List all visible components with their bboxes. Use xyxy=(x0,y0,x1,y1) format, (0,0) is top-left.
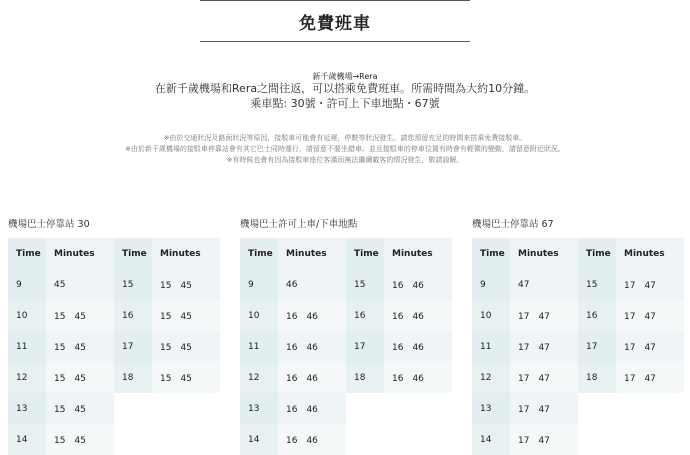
notes xyxy=(0,133,690,166)
cell-time: 11 xyxy=(8,331,46,362)
cell-minutes: 15 45 xyxy=(46,393,114,424)
note-3: ※有時候也會有因為接駁車座位客滿而無法繼續載客的情況發生，敬請諒解。 xyxy=(226,156,464,164)
cell-minutes: 16 46 xyxy=(278,393,346,424)
cell-time: 16 xyxy=(578,300,616,331)
cell-time: 18 xyxy=(346,362,384,393)
cell-time: 17 xyxy=(578,331,616,362)
cell-time: 12 xyxy=(8,362,46,393)
description-line-1: 在新千歲機場和Rera之間往返，可以搭乘免費班車。所需時間為大約10分鐘。 xyxy=(154,82,536,95)
note-2: ※由於新千歲機場的接駁車停靠站會有其它巴士同時運行，請留意不要坐錯車。並且接駁車的停車位置有時會有輕微的變動，請留意附近狀況。 xyxy=(125,145,565,153)
table-row xyxy=(346,362,452,393)
header-minutes: Minutes xyxy=(616,238,684,269)
cell-minutes: 17 47 xyxy=(510,362,578,393)
cell-minutes: 15 45 xyxy=(46,331,114,362)
timetable-caption: 機場巴士停靠站 30 xyxy=(8,219,90,230)
table-row xyxy=(114,362,220,393)
route-label: 新千歲機場→Rera xyxy=(312,72,378,81)
cell-minutes: 17 47 xyxy=(616,300,684,331)
cell-time: 15 xyxy=(114,269,152,300)
cell-minutes: 45 xyxy=(46,269,114,300)
timetable-block xyxy=(8,218,220,455)
table-header-row xyxy=(472,238,578,269)
table-row xyxy=(8,424,114,455)
cell-minutes: 17 47 xyxy=(510,300,578,331)
header-minutes: Minutes xyxy=(510,238,578,269)
table-row xyxy=(240,300,346,331)
cell-time: 14 xyxy=(240,424,278,455)
header-time: Time xyxy=(346,238,384,269)
table-header-row xyxy=(578,238,684,269)
header-time: Time xyxy=(578,238,616,269)
cell-minutes: 17 47 xyxy=(510,424,578,455)
table-row xyxy=(240,269,346,300)
cell-minutes: 17 47 xyxy=(510,331,578,362)
table-row xyxy=(472,424,578,455)
header-minutes: Minutes xyxy=(46,238,114,269)
table-row xyxy=(472,362,578,393)
cell-time: 18 xyxy=(578,362,616,393)
cell-minutes: 16 46 xyxy=(384,362,452,393)
cell-time: 11 xyxy=(472,331,510,362)
cell-time: 10 xyxy=(472,300,510,331)
header-minutes: Minutes xyxy=(152,238,220,269)
table-row xyxy=(8,331,114,362)
header-time: Time xyxy=(472,238,510,269)
cell-minutes: 17 47 xyxy=(510,393,578,424)
table-row xyxy=(114,300,220,331)
cell-minutes: 16 46 xyxy=(384,269,452,300)
table-row xyxy=(240,424,346,455)
table-row xyxy=(240,362,346,393)
table-row xyxy=(8,269,114,300)
cell-time: 13 xyxy=(472,393,510,424)
table-row xyxy=(8,300,114,331)
cell-time: 17 xyxy=(346,331,384,362)
table-row xyxy=(578,269,684,300)
page-title: 免費班車 xyxy=(299,13,371,34)
cell-minutes: 15 45 xyxy=(46,362,114,393)
cell-time: 9 xyxy=(472,269,510,300)
header-time: Time xyxy=(114,238,152,269)
cell-minutes: 47 xyxy=(510,269,578,300)
table-header-row xyxy=(8,238,114,269)
header-minutes: Minutes xyxy=(384,238,452,269)
table-row xyxy=(472,331,578,362)
cell-minutes: 16 46 xyxy=(384,331,452,362)
cell-minutes: 46 xyxy=(278,269,346,300)
cell-minutes: 16 46 xyxy=(278,424,346,455)
cell-time: 18 xyxy=(114,362,152,393)
timetable-grid xyxy=(240,238,452,455)
table-row xyxy=(578,362,684,393)
cell-minutes: 16 46 xyxy=(278,331,346,362)
table-row xyxy=(346,331,452,362)
page-title-frame xyxy=(200,0,470,42)
description-line-2: 乘車點: 30號・許可上下車地點・67號 xyxy=(250,97,440,110)
table-row xyxy=(578,331,684,362)
timetable-block xyxy=(240,218,452,455)
cell-time: 12 xyxy=(472,362,510,393)
timetable-grid xyxy=(8,238,220,455)
cell-time: 12 xyxy=(240,362,278,393)
cell-time: 17 xyxy=(114,331,152,362)
cell-minutes: 16 46 xyxy=(278,362,346,393)
table-header-row xyxy=(114,238,220,269)
table-row xyxy=(472,300,578,331)
cell-minutes: 16 46 xyxy=(278,300,346,331)
cell-minutes: 15 45 xyxy=(152,269,220,300)
cell-time: 16 xyxy=(114,300,152,331)
table-row xyxy=(114,269,220,300)
table-row xyxy=(240,393,346,424)
cell-time: 13 xyxy=(240,393,278,424)
timetable-caption: 機場巴士停靠站 67 xyxy=(472,219,554,230)
header-time: Time xyxy=(8,238,46,269)
cell-minutes: 15 45 xyxy=(152,300,220,331)
cell-minutes: 15 45 xyxy=(152,331,220,362)
cell-time: 15 xyxy=(346,269,384,300)
cell-time: 9 xyxy=(8,269,46,300)
table-row xyxy=(472,393,578,424)
cell-minutes: 16 46 xyxy=(384,300,452,331)
table-row xyxy=(578,300,684,331)
cell-time: 16 xyxy=(346,300,384,331)
table-row xyxy=(472,269,578,300)
table-row xyxy=(346,300,452,331)
cell-time: 9 xyxy=(240,269,278,300)
table-header-row xyxy=(346,238,452,269)
cell-time: 11 xyxy=(240,331,278,362)
table-row xyxy=(114,331,220,362)
header-time: Time xyxy=(240,238,278,269)
cell-minutes: 17 47 xyxy=(616,362,684,393)
cell-minutes: 17 47 xyxy=(616,269,684,300)
description xyxy=(0,81,690,111)
cell-minutes: 15 45 xyxy=(46,424,114,455)
table-row xyxy=(8,393,114,424)
table-row xyxy=(346,269,452,300)
cell-minutes: 15 45 xyxy=(152,362,220,393)
note-1: ※由於交通狀況及路面狀況等原因，接駁車可能會有延遲，停駛等狀況發生。請您預留充足的時間來搭乘免費接駁車。 xyxy=(163,134,527,142)
cell-time: 13 xyxy=(8,393,46,424)
timetable-block xyxy=(472,218,684,455)
cell-time: 10 xyxy=(240,300,278,331)
cell-time: 14 xyxy=(8,424,46,455)
cell-minutes: 17 47 xyxy=(616,331,684,362)
timetable-grid xyxy=(472,238,684,455)
cell-time: 15 xyxy=(578,269,616,300)
table-row xyxy=(240,331,346,362)
cell-minutes: 15 45 xyxy=(46,300,114,331)
cell-time: 10 xyxy=(8,300,46,331)
timetable-caption: 機場巴士許可上車/下車地點 xyxy=(240,219,358,230)
table-header-row xyxy=(240,238,346,269)
table-row xyxy=(8,362,114,393)
cell-time: 14 xyxy=(472,424,510,455)
header-minutes: Minutes xyxy=(278,238,346,269)
